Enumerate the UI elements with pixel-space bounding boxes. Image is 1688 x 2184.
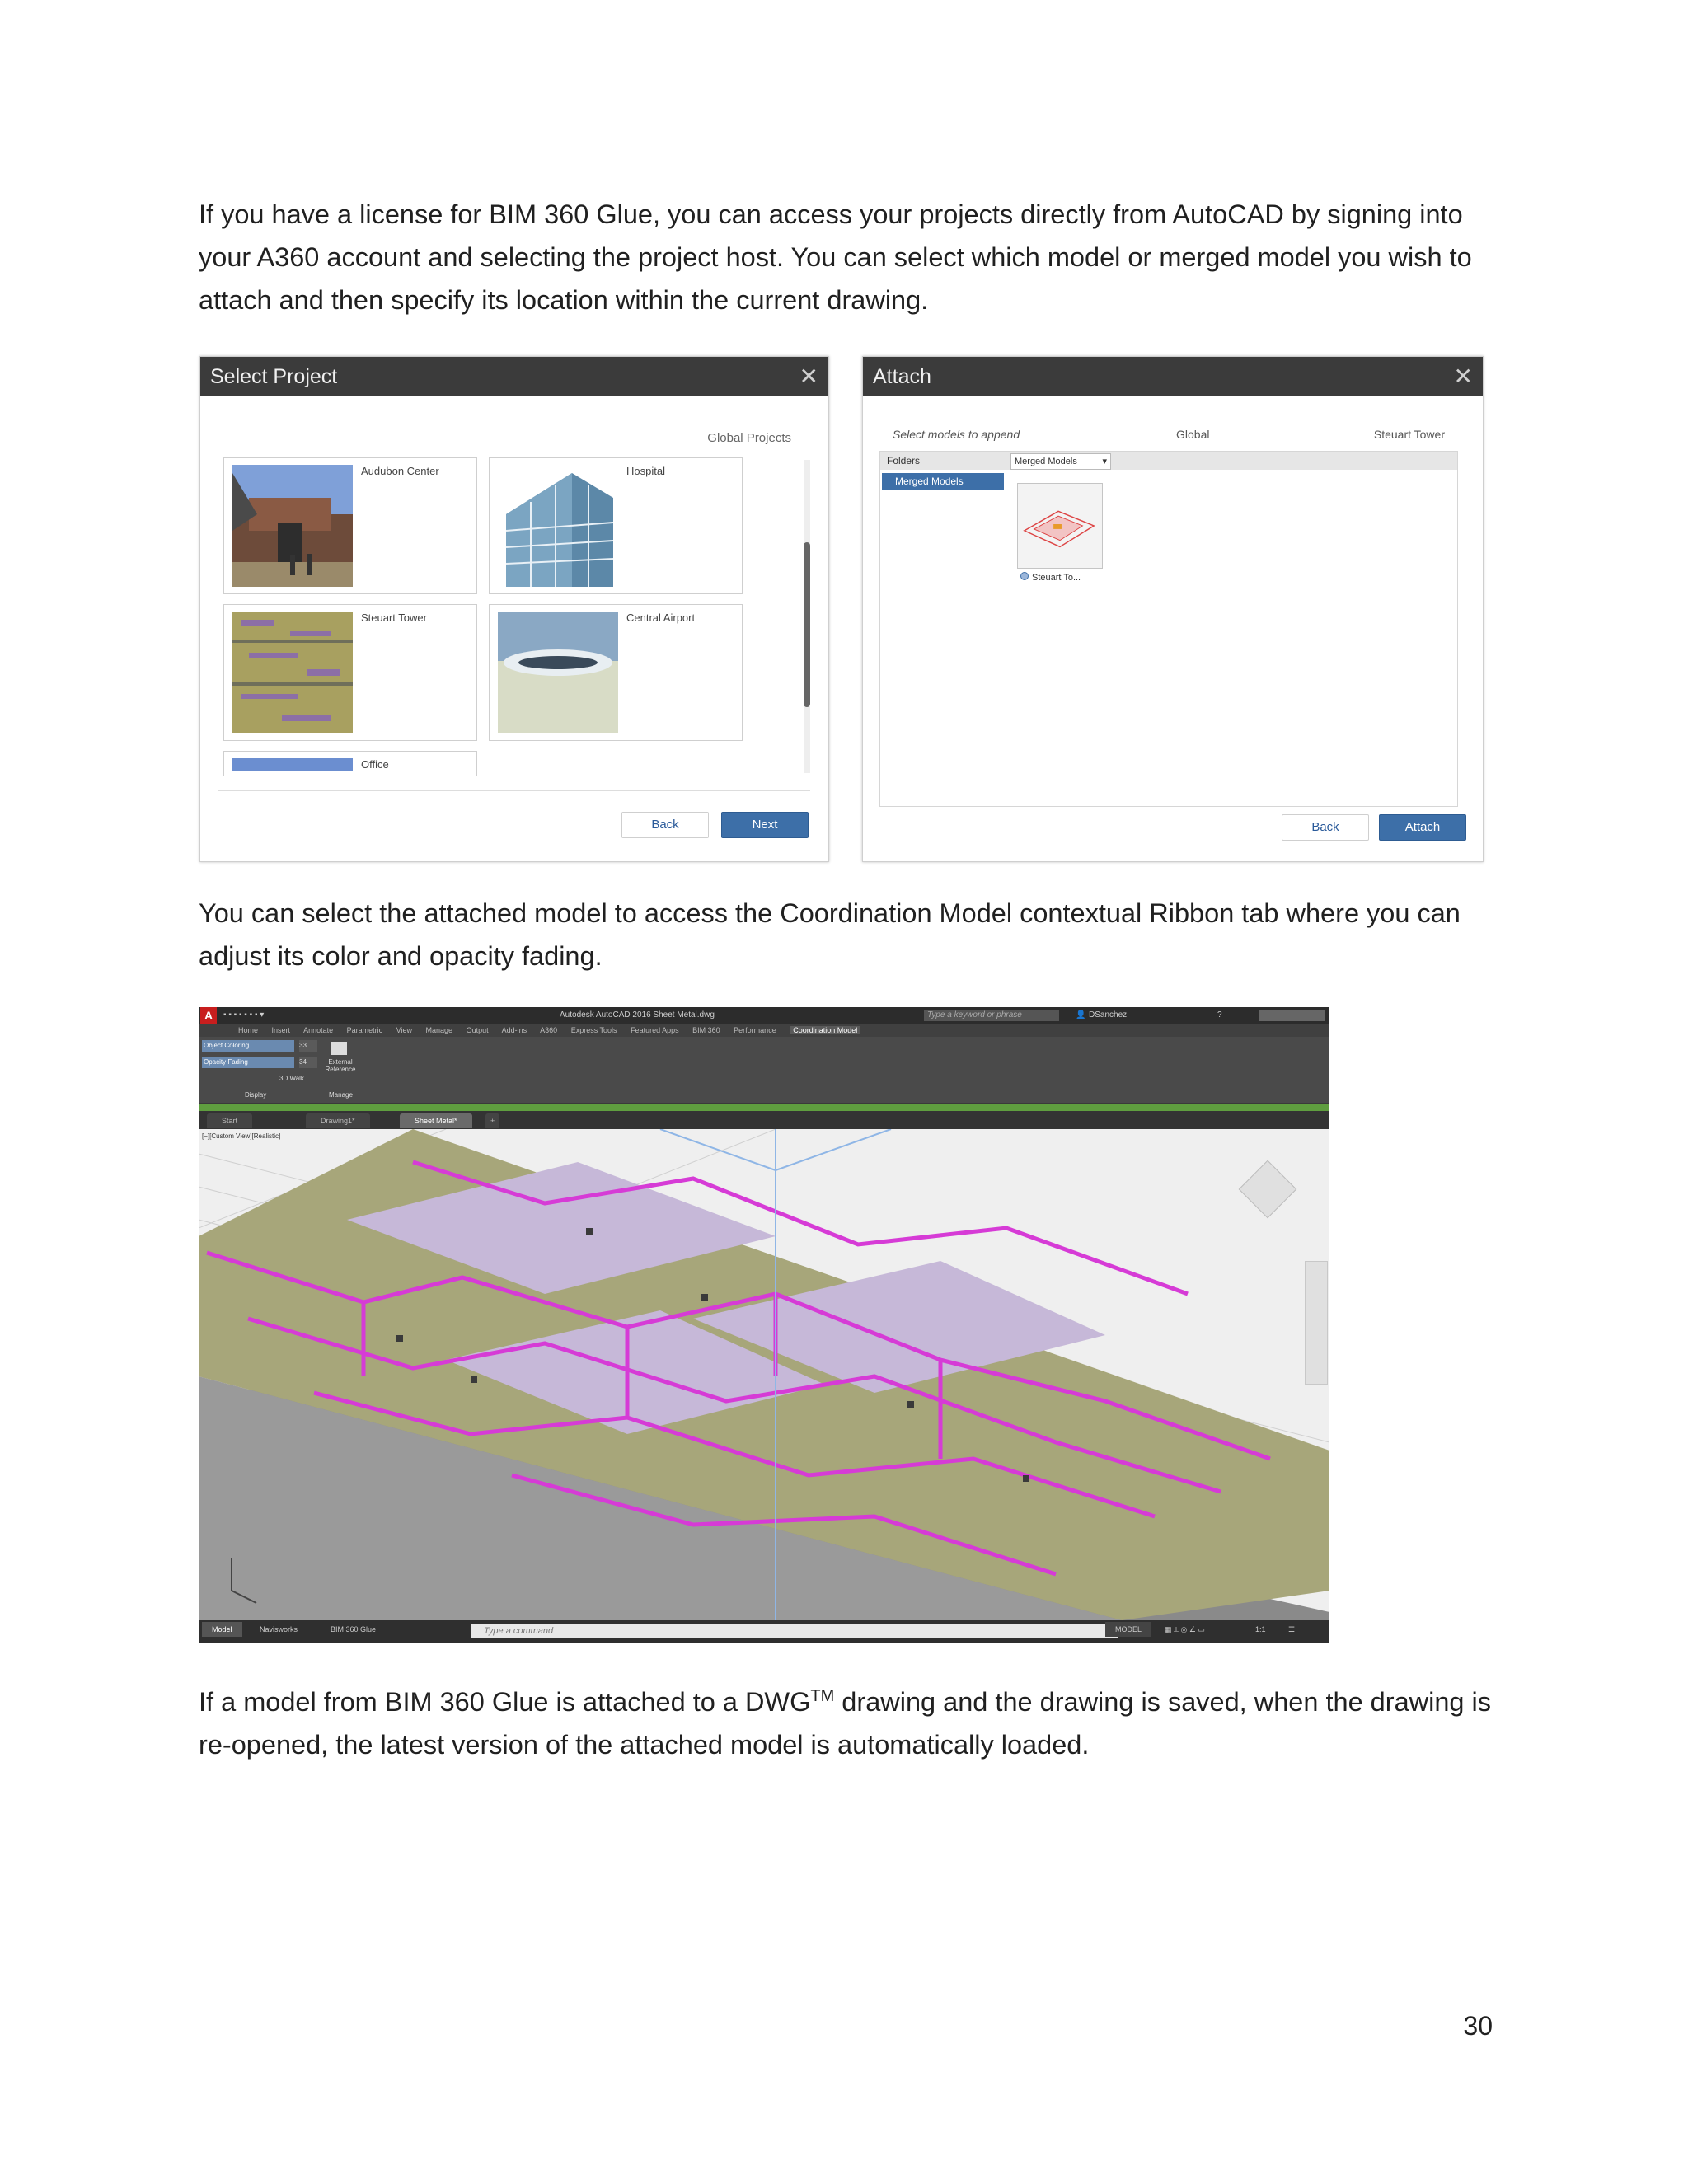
project-card-central-airport[interactable] (489, 604, 743, 741)
layout-tab-model[interactable]: Model (202, 1622, 242, 1637)
doc-tab-start[interactable]: Start (207, 1113, 252, 1128)
project-card-hospital[interactable] (489, 457, 743, 594)
ribbon-panel (199, 1037, 1329, 1103)
doc-tab-drawing1[interactable]: Drawing1* (306, 1113, 370, 1128)
final-paragraph-text: drawing and the drawing is saved, when the drawing is re-opened, the latest version of the attached model is automatically loaded. (199, 1686, 1491, 1760)
scrollbar-thumb[interactable] (804, 542, 810, 707)
model-type-dropdown[interactable]: Merged Models ▾ (1010, 453, 1111, 470)
coordination-model-view (199, 1129, 1329, 1620)
quick-access-toolbar[interactable]: ▪ ▪ ▪ ▪ ▪ ▪ ▪ ▾ (223, 1010, 265, 1019)
scrollbar[interactable] (804, 460, 810, 773)
ribbon-tab[interactable]: Annotate (303, 1026, 334, 1034)
customization-icon[interactable]: ☰ (1288, 1625, 1296, 1633)
attach-button[interactable]: Attach (1379, 814, 1466, 841)
autocad-logo-icon: A (200, 1007, 217, 1024)
autocad-window (199, 1007, 1329, 1643)
ribbon-tab[interactable]: Parametric (346, 1026, 383, 1034)
central-airport-thumbnail (498, 612, 618, 733)
attach-dialog (862, 356, 1484, 862)
project-card-audubon-center[interactable] (223, 457, 477, 594)
object-coloring-control[interactable]: Object Coloring (202, 1040, 294, 1052)
ribbon-tab[interactable]: A360 (540, 1026, 558, 1034)
audubon-center-thumbnail (232, 465, 353, 587)
status-icons[interactable]: ▦ ⟂ ◎ ∠ ▭ (1165, 1625, 1205, 1633)
ribbon-tab-coordination-model[interactable]: Coordination Model (790, 1026, 860, 1034)
window-controls[interactable] (1259, 1010, 1325, 1021)
object-coloring-value[interactable]: 33 (299, 1040, 317, 1052)
folders-header: Folders (880, 452, 1006, 470)
intro-paragraph: If you have a license for BIM 360 Glue, you can access your projects directly from AutoCAD by signing into your A360 account and selecting the project host. You can select which model or merged model you wish to attach and then specify its location within the current drawing. (199, 199, 1472, 315)
ribbon-tab[interactable]: Manage (425, 1026, 453, 1034)
middle-paragraph: You can select the attached model to access the Coordination Model contextual Ribbon tab where you can adjust its color and opacity fading. (199, 898, 1461, 971)
model-name: Steuart To... (1032, 573, 1081, 583)
final-paragraph-text: If a model from BIM 360 Glue is attached to a DWG (199, 1686, 811, 1717)
ribbon-tab[interactable]: Output (466, 1026, 489, 1034)
ribbon-tab[interactable]: View (396, 1026, 412, 1034)
page-number: 30 (1463, 2011, 1493, 2041)
help-icon[interactable]: ? (1217, 1010, 1222, 1019)
annotation-scale[interactable]: 1:1 (1255, 1625, 1266, 1633)
project-name: Steuart Tower (361, 612, 427, 624)
user-icon: 👤 (1076, 1010, 1086, 1019)
trademark-symbol: TM (810, 1687, 835, 1705)
ribbon-tab[interactable]: Performance (734, 1026, 776, 1034)
navigation-bar[interactable] (1305, 1261, 1328, 1385)
command-and-status-bar (199, 1620, 1329, 1643)
final-paragraph (199, 1675, 1493, 1766)
viewport-controls[interactable]: [−][Custom View][Realistic] (202, 1132, 281, 1140)
select-project-dialog (199, 356, 829, 862)
command-line-input[interactable]: Type a command (471, 1624, 1118, 1638)
model-thumbnail (1018, 484, 1100, 566)
project-name: Central Airport (626, 612, 696, 624)
drawing-viewport[interactable] (199, 1129, 1329, 1620)
back-button[interactable]: Back (1282, 814, 1369, 841)
ribbon-tab[interactable]: Featured Apps (631, 1026, 679, 1034)
project-name: Audubon Center (361, 465, 439, 477)
external-reference-button[interactable]: External Reference (325, 1058, 356, 1073)
project-card-office[interactable] (223, 751, 477, 776)
doc-tab-sheet-metal[interactable]: Sheet Metal* (400, 1113, 472, 1128)
ribbon-accent-bar (199, 1104, 1329, 1111)
folder-item-merged-models[interactable]: Merged Models (882, 473, 1004, 490)
external-reference-icon[interactable] (331, 1042, 347, 1055)
ribbon-tabs (199, 1024, 1329, 1037)
opacity-fading-value[interactable]: 34 (299, 1057, 317, 1068)
3d-walk-button[interactable]: 3D Walk (279, 1075, 304, 1082)
office-thumbnail (232, 758, 353, 771)
layout-tab-navisworks[interactable]: Navisworks (260, 1625, 298, 1633)
project-host-label: Steuart Tower (1373, 428, 1445, 441)
project-name: Hospital (626, 465, 665, 477)
divider (218, 790, 810, 791)
panel-label-display: Display (245, 1091, 267, 1099)
select-models-label: Select models to append (893, 428, 1020, 441)
panel-label-manage: Manage (329, 1091, 353, 1099)
model-tile-steuart-tower[interactable] (1017, 483, 1103, 569)
window-title: Autodesk AutoCAD 2016 Sheet Metal.dwg (560, 1010, 715, 1019)
select-project-titlebar (200, 357, 828, 396)
ribbon-tab[interactable]: Add-ins (501, 1026, 528, 1034)
autocad-titlebar (199, 1007, 1329, 1024)
attach-title: Attach (873, 365, 931, 388)
opacity-fading-control[interactable]: Opacity Fading (202, 1057, 294, 1068)
close-icon[interactable]: ✕ (1453, 363, 1473, 389)
layout-tab-bim360glue[interactable]: BIM 360 Glue (331, 1625, 377, 1633)
new-tab-button[interactable]: + (485, 1113, 499, 1128)
model-filter-bar (1006, 452, 1457, 470)
close-icon[interactable]: ✕ (799, 363, 818, 389)
folder-tree (880, 452, 1006, 806)
ribbon-tab[interactable]: Insert (271, 1026, 291, 1034)
attach-titlebar (863, 357, 1483, 396)
project-name: Office (361, 758, 389, 771)
next-button[interactable]: Next (721, 812, 809, 838)
model-tile-label (1020, 572, 1081, 583)
user-name[interactable]: DSanchez (1089, 1010, 1128, 1019)
ribbon-tab[interactable]: Home (238, 1026, 259, 1034)
models-panel (879, 451, 1458, 807)
global-projects-label: Global Projects (707, 431, 791, 445)
hospital-thumbnail (498, 465, 618, 587)
project-card-steuart-tower[interactable] (223, 604, 477, 741)
select-project-title: Select Project (210, 365, 338, 388)
search-input[interactable]: Type a keyword or phrase (924, 1010, 1059, 1021)
back-button[interactable]: Back (621, 812, 709, 838)
global-label: Global (1176, 428, 1210, 441)
steuart-tower-thumbnail (232, 612, 353, 733)
radio-icon[interactable] (1020, 572, 1029, 580)
document-tabs (199, 1111, 1329, 1129)
ribbon-tab[interactable]: BIM 360 (692, 1026, 720, 1034)
model-space-toggle[interactable]: MODEL (1105, 1622, 1151, 1637)
ribbon-tab[interactable]: Express Tools (570, 1026, 617, 1034)
